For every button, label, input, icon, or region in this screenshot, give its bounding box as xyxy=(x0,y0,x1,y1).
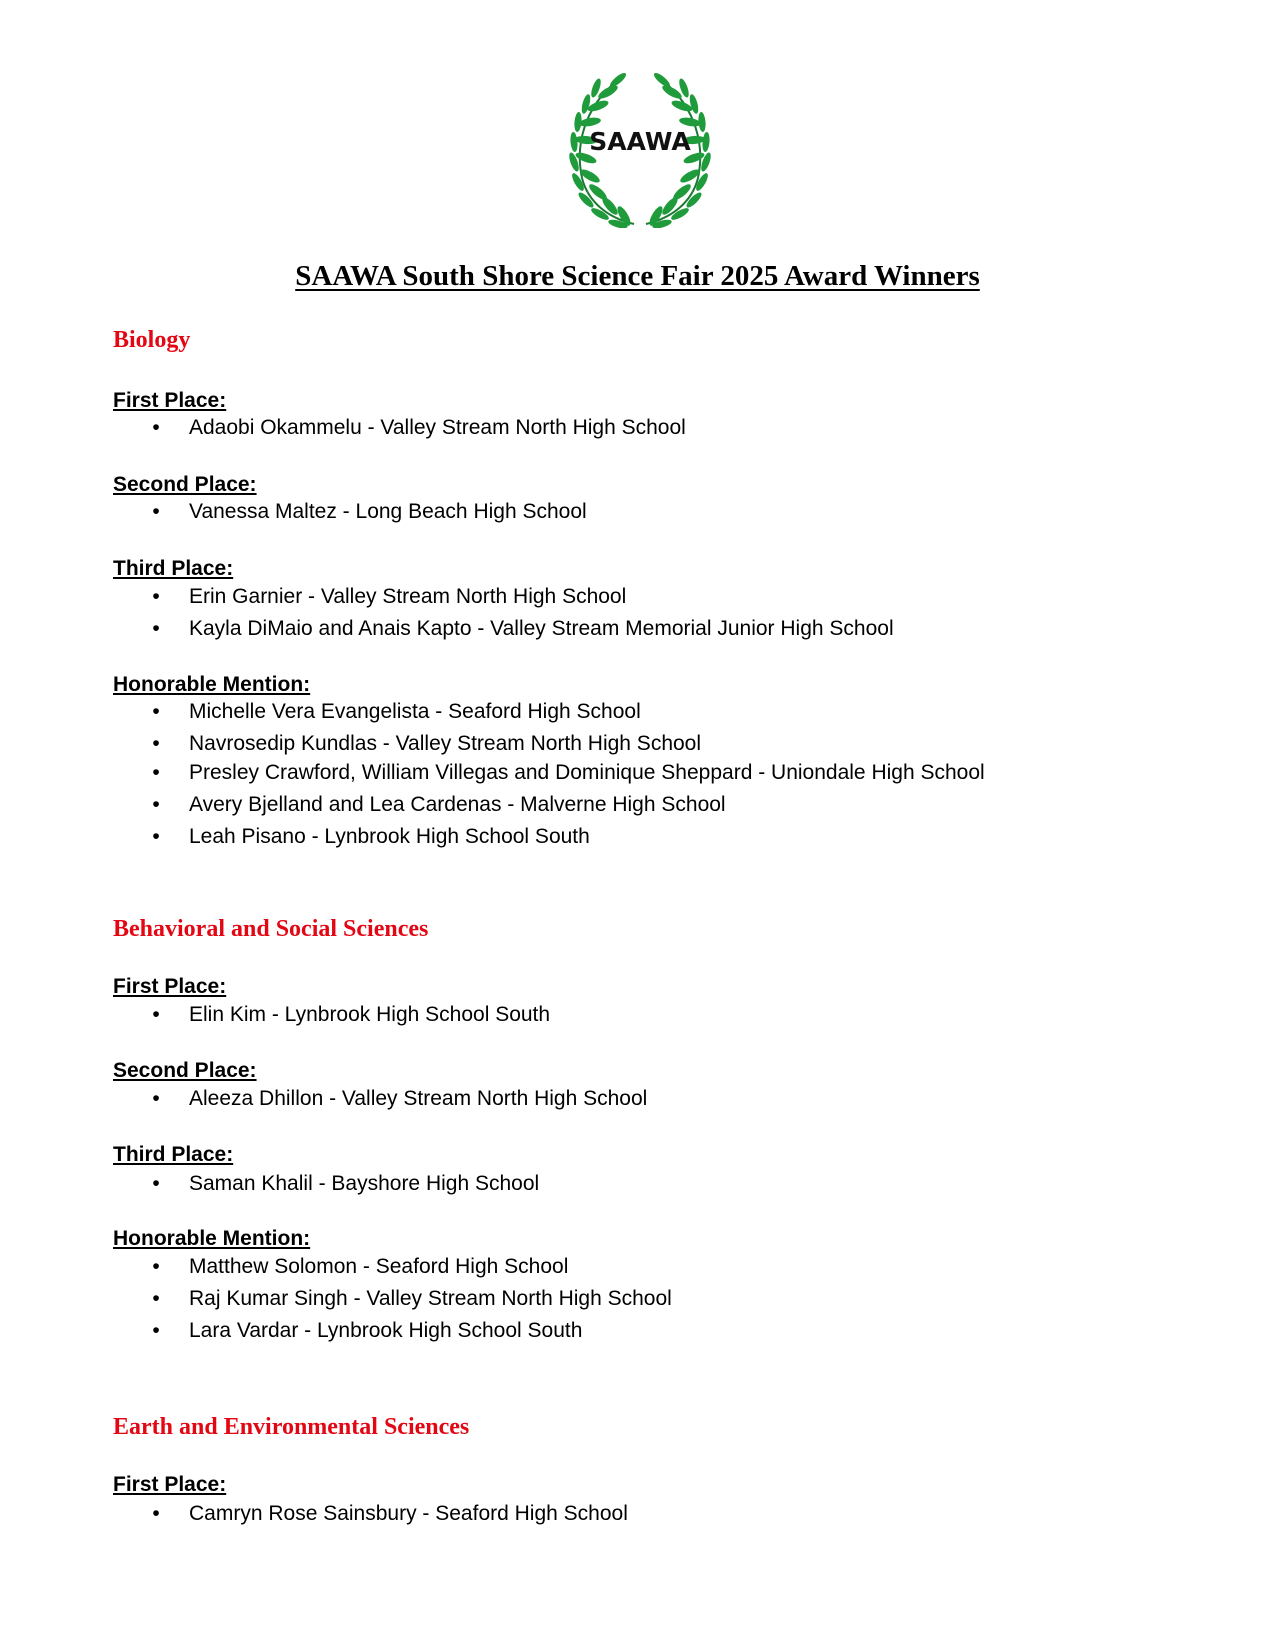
laurel-wreath-icon xyxy=(568,70,712,228)
bullet-icon: • xyxy=(152,1255,160,1278)
page-title xyxy=(0,260,1275,293)
behavioral-first-place-label: First Place: xyxy=(113,975,227,998)
earth-first-place-label: First Place: xyxy=(113,1473,227,1496)
bullet-icon: • xyxy=(152,793,160,816)
category-heading-behavioral-social: Behavioral and Social Sciences xyxy=(113,916,429,942)
saawa-logo xyxy=(568,70,712,228)
winner-entry: Erin Garnier - Valley Stream North High School xyxy=(189,585,627,608)
bullet-icon: • xyxy=(152,1319,160,1342)
biology-honorable-mention-label: Honorable Mention: xyxy=(113,673,311,696)
behavioral-second-place-label: Second Place: xyxy=(113,1059,257,1082)
bullet-icon: • xyxy=(152,1502,160,1525)
biology-first-place-label: First Place: xyxy=(113,389,227,412)
winner-entry: Michelle Vera Evangelista - Seaford High School xyxy=(189,700,641,723)
winner-entry: Camryn Rose Sainsbury - Seaford High School xyxy=(189,1502,628,1525)
logo-text: SAAWA xyxy=(589,127,691,156)
bullet-icon: • xyxy=(152,500,160,523)
winner-entry: Presley Crawford, William Villegas and Dominique Sheppard - Uniondale High School xyxy=(189,761,985,784)
winner-entry: Navrosedip Kundlas - Valley Stream North High School xyxy=(189,732,702,755)
winner-entry: Adaobi Okammelu - Valley Stream North High School xyxy=(189,416,686,439)
bullet-icon: • xyxy=(152,1287,160,1310)
winner-entry: Matthew Solomon - Seaford High School xyxy=(189,1255,569,1278)
behavioral-third-place-label: Third Place: xyxy=(113,1143,234,1166)
bullet-icon: • xyxy=(152,761,160,784)
bullet-icon: • xyxy=(152,700,160,723)
bullet-icon: • xyxy=(152,1003,160,1026)
page-title-text: SAAWA South Shore Science Fair 2025 Award Winners xyxy=(295,260,980,292)
bullet-icon: • xyxy=(152,825,160,848)
behavioral-honorable-mention-label: Honorable Mention: xyxy=(113,1227,311,1250)
winner-entry: Elin Kim - Lynbrook High School South xyxy=(189,1003,551,1026)
winner-entry: Lara Vardar - Lynbrook High School South xyxy=(189,1319,583,1342)
winner-entry: Saman Khalil - Bayshore High School xyxy=(189,1172,540,1195)
winner-entry: Vanessa Maltez - Long Beach High School xyxy=(189,500,587,523)
bullet-icon: • xyxy=(152,1172,160,1195)
bullet-icon: • xyxy=(152,416,160,439)
winner-entry: Kayla DiMaio and Anais Kapto - Valley Stream Memorial Junior High School xyxy=(189,617,894,640)
category-heading-biology: Biology xyxy=(113,327,191,353)
winner-entry: Raj Kumar Singh - Valley Stream North High School xyxy=(189,1287,672,1310)
biology-third-place-label: Third Place: xyxy=(113,557,234,580)
winner-entry: Leah Pisano - Lynbrook High School South xyxy=(189,825,590,848)
bullet-icon: • xyxy=(152,585,160,608)
biology-second-place-label: Second Place: xyxy=(113,473,257,496)
winner-entry: Avery Bjelland and Lea Cardenas - Malverne High School xyxy=(189,793,726,816)
bullet-icon: • xyxy=(152,1087,160,1110)
winner-entry: Aleeza Dhillon - Valley Stream North High School xyxy=(189,1087,648,1110)
category-heading-earth-environmental: Earth and Environmental Sciences xyxy=(113,1414,470,1440)
bullet-icon: • xyxy=(152,617,160,640)
bullet-icon: • xyxy=(152,732,160,755)
